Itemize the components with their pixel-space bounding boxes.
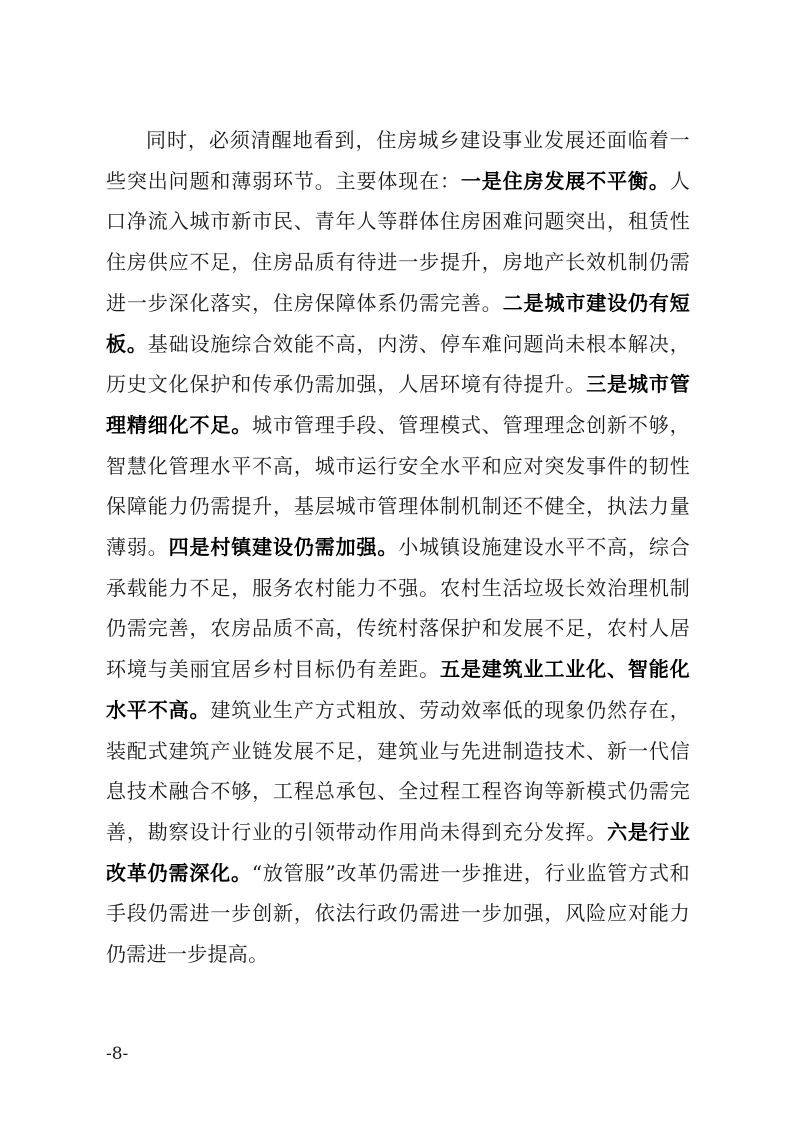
heading-point-2: 二是城市建设仍有短板。 (106, 290, 691, 356)
heading-point-4: 四是村镇建设仍需加强。 (168, 535, 399, 560)
heading-point-1: 一是住房发展不平衡。 (460, 168, 670, 193)
sentence-intro: 同时，必须清醒地看到，住房城乡建设事业发展还面临着一些突出问题和薄弱环节。主要体现在： (106, 128, 690, 193)
sentence-point-2: 基础设施综合效能不高，内涝、停车难问题尚未根本解决，历史文化保护和传承仍需加强，人居环境有待提升。 (106, 331, 690, 397)
sentence-point-3: 城市管理手段、管理模式、管理理念创新不够，智慧化管理水平不高，城市运行安全水平和应对突发事件的韧性保障能力仍需提升，基层城市管理体制机制还不健全，执法力量薄弱。 (106, 412, 690, 560)
heading-point-5: 五是建筑业工业化、智能化水平不高。 (106, 657, 690, 722)
page-number: -8- (106, 1044, 129, 1064)
heading-point-3: 三是城市管理精细化不足。 (106, 372, 690, 437)
sentence-point-6: “放管服”改革仍需进一步推进，行业监管方式和手段仍需进一步创新，依法行政仍需进一步加强，风险应对能力仍需进一步提高。 (106, 860, 690, 967)
sentence-point-5: 建筑业生产方式粗放、劳动效率低的现象仍然存在，装配式建筑产业链发展不足，建筑业与先进制造技术、新一代信息技术融合不够，工程总承包、全过程工程咨询等新模式仍需完善，勘察设计行业的引领带动作用尚未得到充分发挥。 (106, 697, 690, 844)
body-paragraph (106, 120, 690, 975)
sentence-point-1: 人口净流入城市新市民、青年人等群体住房困难问题突出，租赁性住房供应不足，住房品质有待进一步提升，房地产长效机制仍需进一步深化落实，住房保障体系仍需完善。 (106, 168, 691, 315)
heading-point-6: 六是行业改革仍需深化。 (106, 819, 690, 885)
sentence-point-4: 小城镇设施建设水平不高，综合承载能力不足，服务农村能力不强。农村生活垃圾长效治理机制仍需完善，农房品质不高，传统村落保护和发展不足，农村人居环境与美丽宜居乡村目标仍有差距。 (106, 535, 690, 682)
